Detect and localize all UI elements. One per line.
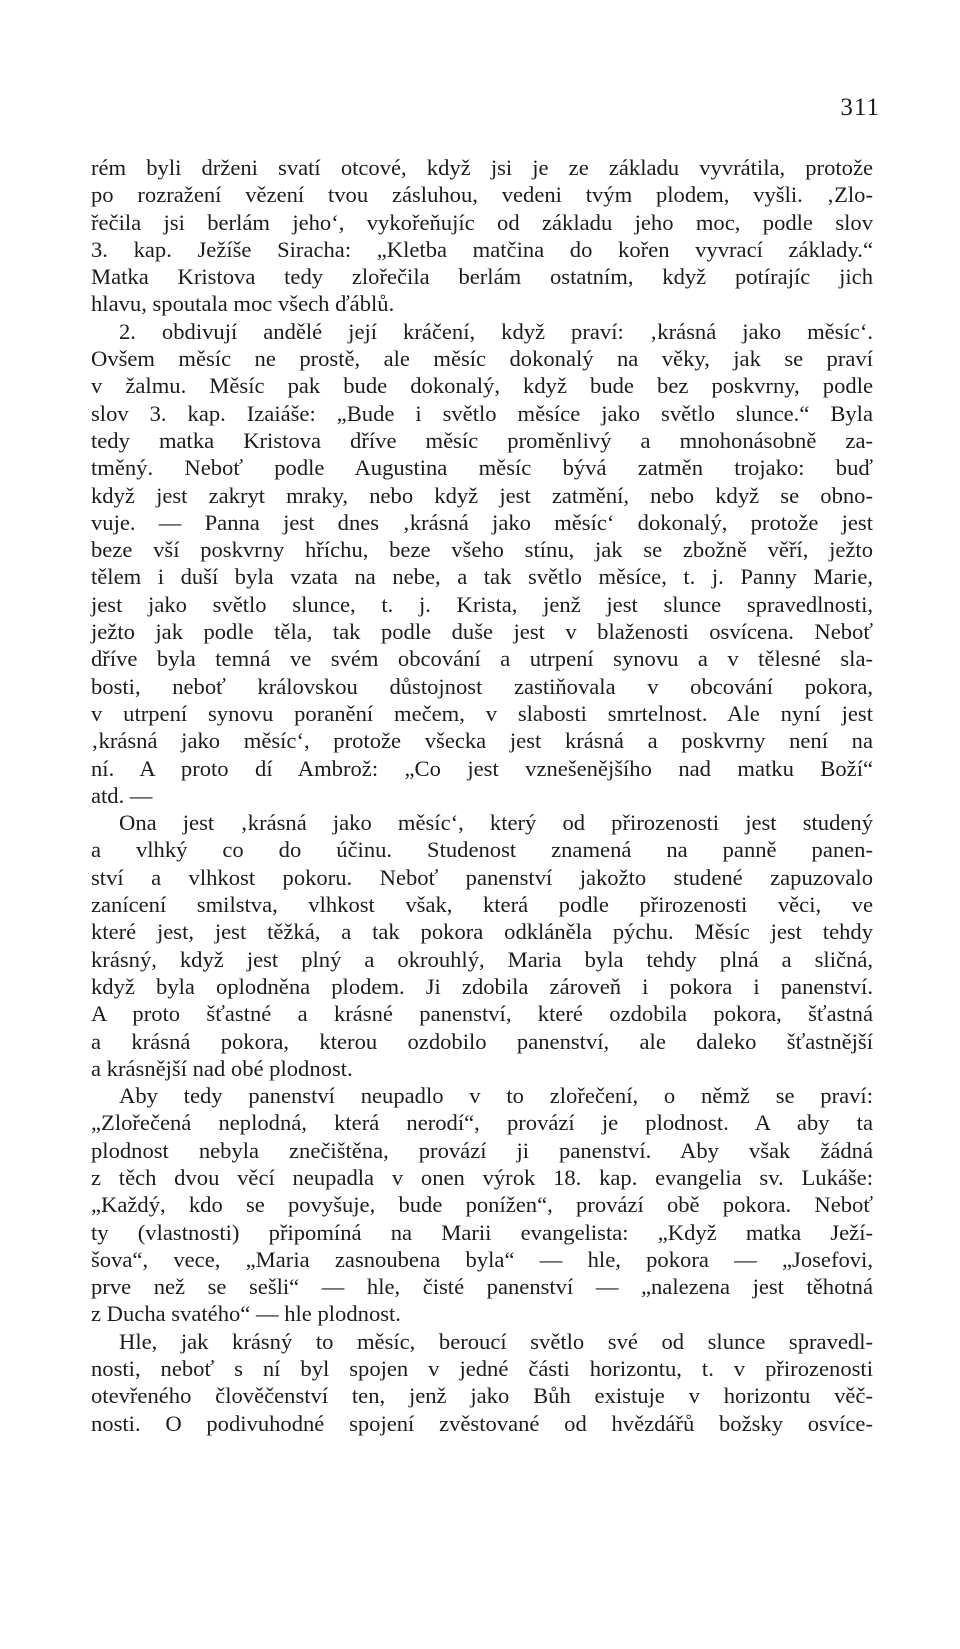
text-line: slov 3. kap. Izaiáše: „Bude i světlo měsíce jako světlo slunce.“ Byla xyxy=(91,400,873,426)
text-line: v žalmu. Měsíc pak bude dokonalý, když bude bez poskvrny, podle xyxy=(91,373,873,399)
text-line: beze vší poskvrny hříchu, beze všeho stínu, jak se zbožně věří, ježto xyxy=(91,537,873,563)
text-line: z těch dvou věcí neupadla v onen výrok 18. kap. evangelia sv. Lukáše: xyxy=(91,1164,873,1190)
page-number: 311 xyxy=(840,94,880,121)
text-line: a vlhký co do účinu. Studenost znamená na panně panen- xyxy=(91,837,873,863)
text-line: nosti. O podivuhodné spojení zvěstované od hvězdářů božsky osvíce- xyxy=(91,1410,873,1436)
text-line: jest jako světlo slunce, t. j. Krista, jenž jest slunce spravedlnosti, xyxy=(91,591,873,617)
text-line: šova“, vece, „Maria zasnoubena byla“ — hle, pokora — „Josefovi, xyxy=(91,1246,873,1272)
text-line: rém byli drženi svatí otcové, když jsi je ze základu vyvrátila, protože xyxy=(91,155,873,180)
text-line: krásný, když jest plný a okrouhlý, Maria byla tehdy plná a sličná, xyxy=(91,946,873,972)
text-line: tělem i duší byla vzata na nebe, a tak světlo měsíce, t. j. Panny Marie, xyxy=(91,564,873,590)
text-line: když byla oplodněna plodem. Ji zdobila zároveň i pokora i panenství. xyxy=(91,973,873,999)
text-line: ježto jak podle těla, tak podle duše jest v blaženosti osvícena. Neboť xyxy=(91,619,873,645)
text-line: a krásná pokora, kterou ozdobilo panenství, ale daleko šťastnější xyxy=(91,1028,873,1054)
text-line: když jest zakryt mraky, nebo když jest zatmění, nebo když se obno- xyxy=(91,482,873,508)
text-line: 3. kap. Ježíše Siracha: „Kletba matčina do kořen vyvrací základy.“ xyxy=(91,236,873,262)
text-line: hlavu, spoutala moc všech ďáblů. xyxy=(91,291,395,317)
text-line: bosti, neboť královskou důstojnost zastiňovala v obcování pokora, xyxy=(91,673,873,699)
text-line: a krásnější nad obé plodnost. xyxy=(91,1055,353,1081)
text-line: v utrpení synovu poranění mečem, v slabosti smrtelnost. Ale nyní jest xyxy=(91,700,873,726)
text-line: z Ducha svatého“ — hle plodnost. xyxy=(91,1301,401,1327)
text-line: po rozražení vězení tvou zásluhou, vedeni tvým plodem, vyšli. ‚Zlo- xyxy=(91,182,873,208)
text-line: řečila jsi berlám jeho‘, vykořeňujíc od základu jeho moc, podle slov xyxy=(91,209,873,235)
text-line: Matka Kristova tedy zlořečila berlám ostatním, když potírajíc jich xyxy=(91,264,873,290)
text-line: Ovšem měsíc ne prostě, ale měsíc dokonalý na věky, jak se praví xyxy=(91,346,873,372)
text-line: A proto šťastné a krásné panenství, které ozdobila pokora, šťastná xyxy=(91,1001,873,1027)
text-line: „Každý, kdo se povyšuje, bude ponížen“, provází obě pokora. Neboť xyxy=(91,1192,873,1218)
text-line: Hle, jak krásný to měsíc, beroucí světlo své od slunce spravedl- xyxy=(119,1328,873,1354)
text-line: vuje. — Panna jest dnes ‚krásná jako měsíc‘ dokonalý, protože jest xyxy=(91,509,873,535)
text-line: prve než se sešli“ — hle, čisté panenství — „nalezena jest těhotná xyxy=(91,1274,873,1300)
text-line: atd. — xyxy=(91,782,153,808)
body-text xyxy=(91,154,873,1437)
text-line: tměný. Neboť podle Augustina měsíc bývá zatměn trojako: buď xyxy=(91,455,873,481)
text-line: 2. obdivují andělé její kráčení, když praví: ‚krásná jako měsíc‘. xyxy=(119,318,873,344)
text-line: ty (vlastnosti) připomíná na Marii evangelista: „Když matka Ježí- xyxy=(91,1219,873,1245)
text-line: nosti, neboť s ní byl spojen v jedné části horizontu, t. v přirozenosti xyxy=(91,1356,873,1382)
text-line: ‚krásná jako měsíc‘, protože všecka jest krásná a poskvrny není na xyxy=(91,728,873,754)
text-line: ství a vlhkost pokoru. Neboť panenství jakožto studené zapuzovalo xyxy=(91,864,873,890)
text-line: zanícení smilstva, vlhkost však, která podle přirozenosti věci, ve xyxy=(91,892,873,918)
text-line: Aby tedy panenství neupadlo v to zlořečení, o němž se praví: xyxy=(119,1083,873,1109)
text-line: dříve byla temná ve svém obcování a utrpení synovu a v tělesné sla- xyxy=(91,646,873,672)
text-line: které jest, jest těžká, a tak pokora odkláněla pýchu. Měsíc jest tehdy xyxy=(91,919,873,945)
text-line: „Zlořečená neplodná, která nerodí“, provází je plodnost. A aby ta xyxy=(91,1110,873,1136)
text-line: Ona jest ‚krásná jako měsíc‘, který od přirozenosti jest studený xyxy=(119,810,873,836)
text-line: ní. A proto dí Ambrož: „Co jest vznešenějšího nad matku Boží“ xyxy=(91,755,873,781)
text-line: tedy matka Kristova dříve měsíc proměnlivý a mnohonásobně za- xyxy=(91,427,873,453)
text-line: plodnost nebyla znečištěna, provází ji panenství. Aby však žádná xyxy=(91,1137,873,1163)
text-line: otevřeného člověčenství ten, jenž jako Bůh existuje v horizontu věč- xyxy=(91,1383,873,1409)
